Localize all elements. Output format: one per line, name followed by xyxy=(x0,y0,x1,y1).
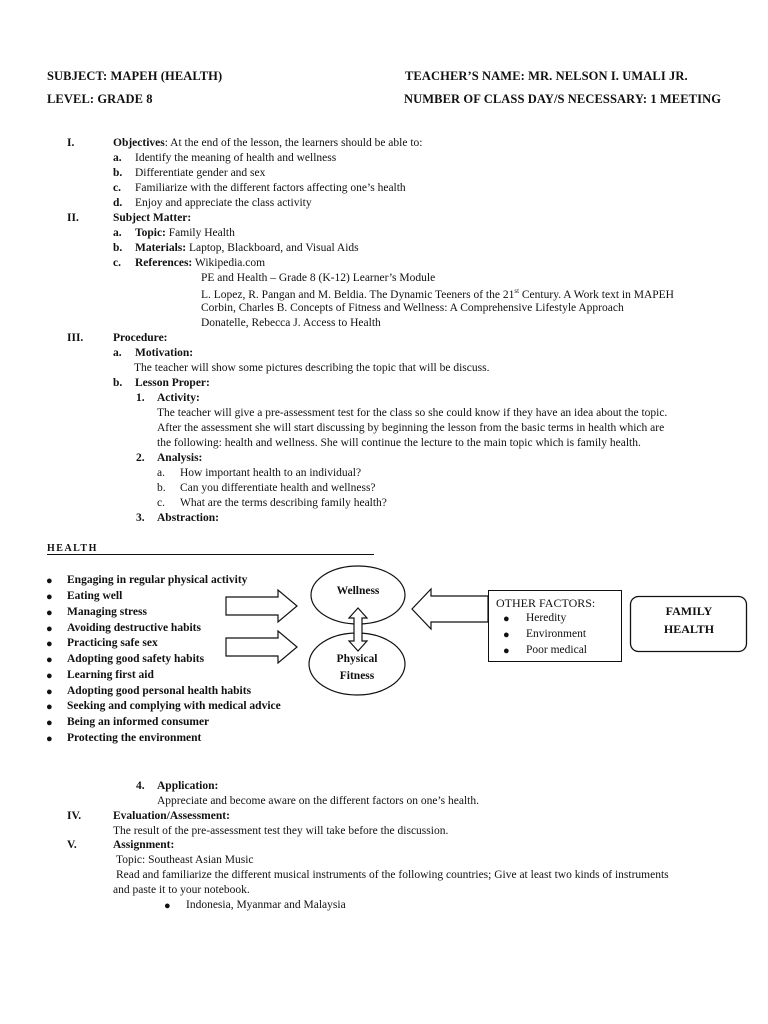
reference-lopez-post: Century. A Work text in MAPEH xyxy=(519,288,674,301)
activity-text-line: the following: health and wellness. She will continue the lecture to the main topic which is family health. xyxy=(157,437,641,449)
objective-letter: d. xyxy=(113,197,123,209)
other-factors-title: OTHER FACTORS: xyxy=(496,596,596,610)
activity-label: Activity: xyxy=(157,392,200,404)
materials-letter: b. xyxy=(113,242,123,254)
objectives-intro: : At the end of the lesson, the learners should be able to: xyxy=(164,137,423,149)
diagram-heading: HEALTH xyxy=(47,543,98,554)
wellness-label: Wellness xyxy=(336,585,380,597)
references-letter: c. xyxy=(113,257,121,269)
assignment-topic: Topic: Southeast Asian Music xyxy=(116,854,254,866)
bullet-icon: ● xyxy=(46,623,53,635)
lesson-proper-letter: b. xyxy=(113,377,123,389)
reference-wikipedia: Wikipedia.com xyxy=(192,257,266,269)
evaluation-heading: Evaluation/Assessment: xyxy=(113,810,230,822)
analysis-question: What are the terms describing family health? xyxy=(180,497,387,509)
bullet-icon: ● xyxy=(46,638,53,650)
section-numeral-iii: III. xyxy=(67,332,84,344)
family-health-label xyxy=(634,602,744,638)
procedure-heading: Procedure: xyxy=(113,332,168,344)
bullet-icon: ● xyxy=(46,733,53,745)
list-item: Practicing safe sex xyxy=(67,637,158,649)
teacher-name: TEACHER’S NAME: MR. NELSON I. UMALI JR. xyxy=(405,69,688,83)
other-factor-item: Environment xyxy=(526,628,587,640)
list-item: Adopting good personal health habits xyxy=(67,685,252,697)
analysis-question: How important health to an individual? xyxy=(180,467,362,479)
bullet-icon: ● xyxy=(503,645,510,657)
family-line-2: HEALTH xyxy=(663,622,715,636)
topic-value: Family Health xyxy=(165,227,235,239)
application-label: Application: xyxy=(157,780,219,792)
reference-item: Donatelle, Rebecca J. Access to Health xyxy=(201,317,381,329)
assignment-text-line: Read and familiarize the different musical instruments of the following countries; Give at least two kinds of instruments xyxy=(116,869,669,881)
bullet-icon: ● xyxy=(46,717,53,729)
superscript-st: st xyxy=(514,287,520,295)
objective-item: Enjoy and appreciate the class activity xyxy=(135,197,312,209)
activity-text-line: After the assessment she will start discussing by beginning the lesson from the basic terms in health which are xyxy=(157,422,665,434)
bullet-icon: ● xyxy=(46,670,53,682)
arrow-right-icon xyxy=(226,590,297,622)
objective-letter: b. xyxy=(113,167,123,179)
reference-item: PE and Health – Grade 8 (K-12) Learner’s Module xyxy=(201,272,436,284)
activity-text-line: The teacher will give a pre-assessment test for the class so she could know if they have an idea about the topic. xyxy=(157,407,668,419)
bullet-icon: ● xyxy=(503,629,510,641)
abstraction-label: Abstraction: xyxy=(157,512,219,524)
grade-level: LEVEL: GRADE 8 xyxy=(47,92,153,106)
topic-label: Topic: xyxy=(135,227,166,239)
references-label: References: xyxy=(135,257,193,269)
abstraction-number: 3. xyxy=(136,512,145,524)
topic-letter: a. xyxy=(113,227,122,239)
section-numeral-i: I. xyxy=(67,137,75,149)
bullet-icon: ● xyxy=(164,900,171,912)
list-item: Managing stress xyxy=(67,606,147,618)
subject-label: SUBJECT: MAPEH (HEALTH) xyxy=(47,69,223,83)
arrow-right-icon xyxy=(226,631,297,663)
list-item: Learning first aid xyxy=(67,669,154,681)
list-item: Avoiding destructive habits xyxy=(67,622,201,634)
analysis-letter: b. xyxy=(157,482,166,494)
bullet-icon: ● xyxy=(46,654,53,666)
list-item: Protecting the environment xyxy=(67,732,202,744)
application-text: Appreciate and become aware on the different factors on one’s health. xyxy=(157,795,479,807)
objective-letter: a. xyxy=(113,152,122,164)
assignment-text-line: and paste it to your notebook. xyxy=(113,884,250,896)
bullet-icon: ● xyxy=(46,701,53,713)
objective-letter: c. xyxy=(113,182,121,194)
assignment-heading: Assignment: xyxy=(113,839,175,851)
objective-item: Identify the meaning of health and wellness xyxy=(135,152,337,164)
bullet-icon: ● xyxy=(46,575,53,587)
list-item: Seeking and complying with medical advice xyxy=(67,700,281,712)
motivation-letter: a. xyxy=(113,347,122,359)
evaluation-text: The result of the pre-assessment test they will take before the discussion. xyxy=(113,825,449,837)
section-numeral-ii: II. xyxy=(67,212,79,224)
bullet-icon: ● xyxy=(503,613,510,625)
family-line-1: FAMILY xyxy=(665,604,713,618)
list-item: Being an informed consumer xyxy=(67,716,210,728)
activity-number: 1. xyxy=(136,392,145,404)
list-item: Adopting good safety habits xyxy=(67,653,205,665)
application-number: 4. xyxy=(136,780,145,792)
section-numeral-v: V. xyxy=(67,839,77,851)
fitness-label: Fitness xyxy=(339,670,375,682)
analysis-label: Analysis: xyxy=(157,452,203,464)
motivation-label: Motivation: xyxy=(135,347,194,359)
assignment-countries: Indonesia, Myanmar and Malaysia xyxy=(186,899,346,911)
bullet-icon: ● xyxy=(46,686,53,698)
list-item: Engaging in regular physical activity xyxy=(67,574,248,586)
objective-item: Differentiate gender and sex xyxy=(135,167,266,179)
analysis-number: 2. xyxy=(136,452,145,464)
objective-item: Familiarize with the different factors affecting one’s health xyxy=(135,182,406,194)
lesson-proper-label: Lesson Proper: xyxy=(135,377,210,389)
bullet-icon: ● xyxy=(46,591,53,603)
bullet-icon: ● xyxy=(46,607,53,619)
physical-label: Physical xyxy=(336,653,378,665)
materials-value: Laptop, Blackboard, and Visual Aids xyxy=(186,242,359,254)
other-factor-item: Poor medical xyxy=(526,644,587,656)
analysis-question: Can you differentiate health and wellness? xyxy=(180,482,376,494)
analysis-letter: a. xyxy=(157,467,165,479)
list-item: Eating well xyxy=(67,590,123,602)
reference-item: Corbin, Charles B. Concepts of Fitness and Wellness: A Comprehensive Lifestyle Approach xyxy=(201,302,624,314)
materials-label: Materials: xyxy=(135,242,187,254)
reference-lopez-pre: L. Lopez, R. Pangan and M. Beldia. The Dynamic Teeners of the 21 xyxy=(201,288,515,301)
arrow-left-icon xyxy=(412,589,488,629)
objectives-label: Objectives xyxy=(113,137,165,149)
class-days: NUMBER OF CLASS DAY/S NECESSARY: 1 MEETING xyxy=(404,92,722,106)
subject-matter-heading: Subject Matter: xyxy=(113,212,192,224)
double-arrow-icon xyxy=(349,608,367,651)
section-numeral-iv: IV. xyxy=(67,810,82,822)
other-factor-item: Heredity xyxy=(526,612,567,624)
motivation-text: The teacher will show some pictures describing the topic that will be discuss. xyxy=(134,362,490,374)
analysis-letter: c. xyxy=(157,497,165,509)
